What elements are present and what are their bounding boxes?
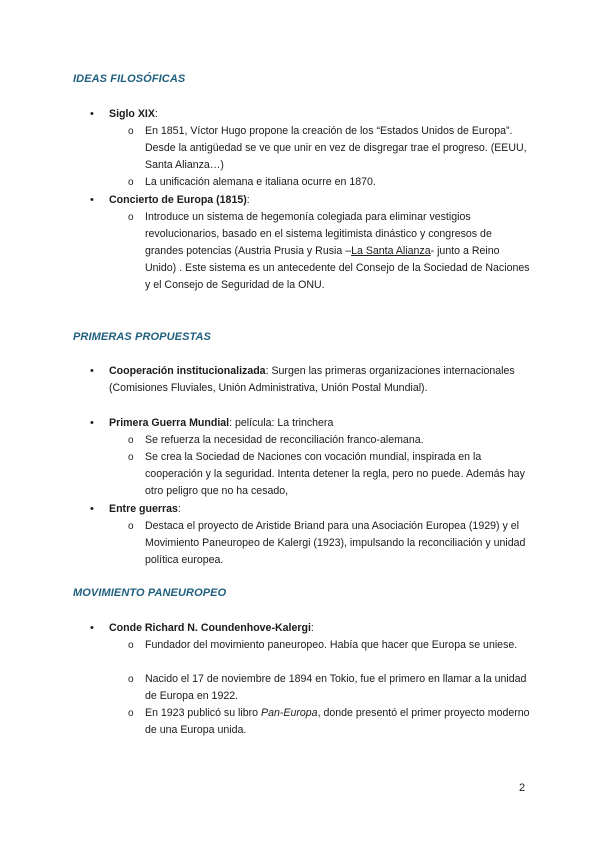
bullet-icon: o [128, 435, 134, 446]
item-text: Se refuerza la necesidad de reconciliación franco-alemana. [145, 434, 424, 446]
bullet-icon: o [128, 674, 134, 685]
bullet-icon: • [90, 108, 94, 120]
bullet-icon: o [128, 452, 134, 463]
sub-list-item [128, 432, 530, 449]
bullet-icon: • [90, 503, 94, 515]
sub-list-item [128, 637, 530, 654]
item-text: En 1851, Víctor Hugo propone la creación de los “Estados Unidos de Europa”. Desde la antigüedad se ve que unir en vez de disgregar trae el progreso. (EEUU, Santa Alianza…) [145, 125, 527, 171]
santa-alianza-link[interactable]: La Santa Alianza [351, 245, 431, 257]
item-text: La unificación alemana e italiana ocurre en 1870. [145, 176, 376, 188]
item-text: Destaca el proyecto de Aristide Briand para una Asociación Europea (1929) y el Movimiento Paneuropeo de Kalergi (1923), impulsando la reconciliación y unidad política europea. [145, 520, 526, 566]
bullet-icon: o [128, 521, 134, 532]
item-label: Entre guerras [109, 503, 178, 515]
item-text: Nacido el 17 de noviembre de 1894 en Tokio, fue el primero en llamar a la unidad de Europa en 1922. [145, 673, 527, 702]
bullet-icon: • [90, 622, 94, 634]
section-heading: MOVIMIENTO PANEUROPEO [73, 587, 227, 599]
list-item [90, 192, 529, 209]
item-text: : película: La trinchera [229, 417, 334, 429]
list-item [90, 415, 529, 432]
bullet-icon: o [128, 212, 134, 223]
item-label: Primera Guerra Mundial [109, 417, 230, 429]
bullet-icon: o [128, 708, 134, 719]
bullet-icon: • [90, 365, 94, 377]
bullet-icon: • [90, 194, 94, 206]
item-label: Conde Richard N. Coundenhove-Kalergi [109, 622, 311, 634]
item-text: , donde presentó el primer proyecto moderno de una Europa unida. [145, 707, 530, 736]
section-heading: IDEAS FILOSÓFICAS [73, 73, 186, 85]
sub-list-item [128, 174, 530, 191]
item-label: Concierto de Europa (1815) [109, 194, 247, 206]
item-label: Siglo XIX [109, 108, 155, 120]
bullet-icon: o [128, 126, 134, 137]
sub-list-item [128, 705, 530, 739]
list-item [90, 106, 529, 123]
bullet-icon: • [90, 417, 94, 429]
item-text: : [154, 108, 158, 120]
item-text: Se crea la Sociedad de Naciones con vocación mundial, inspirada en la cooperación y la seguridad. Intenta detener la regla, pero no puede. Además hay otro peligro que no ha cesado, [145, 451, 525, 497]
item-label: Cooperación institucionalizada [109, 365, 266, 377]
item-text: Fundador del movimiento paneuropeo. Había que hacer que Europa se uniese. [145, 639, 518, 651]
section-heading: PRIMERAS PROPUESTAS [73, 331, 211, 343]
item-text: Introduce un sistema de hegemonía colegiada para eliminar vestigios revolucionarios, basado en el sistema legitimista dinástico y congresos de grandes potencias (Austria Prusia y Rusia – [145, 211, 492, 257]
list-item [90, 363, 529, 397]
item-text: - junto a Reino Unido) . Este sistema es un antecedente del Consejo de la Sociedad de Naciones y el Consejo de Seguridad de la ONU. [145, 245, 530, 291]
bullet-icon: o [128, 177, 134, 188]
sub-list-item [128, 209, 530, 294]
list-item [90, 620, 529, 637]
item-text: : [246, 194, 250, 206]
book-title: Pan-Europa [261, 707, 318, 719]
item-text: : [310, 622, 314, 634]
sub-list-item [128, 518, 530, 569]
item-text: En 1923 publicó su libro [145, 707, 262, 719]
sub-list-item [128, 123, 530, 174]
bullet-icon: o [128, 640, 134, 651]
item-text: : Surgen las primeras organizaciones internacionales (Comisiones Fluviales, Unión Administrativa, Unión Postal Mundial). [109, 365, 515, 394]
list-item [90, 501, 529, 518]
page-number: 2 [519, 782, 526, 794]
sub-list-item [128, 449, 530, 500]
sub-list-item [128, 671, 530, 705]
item-text: : [177, 503, 181, 515]
